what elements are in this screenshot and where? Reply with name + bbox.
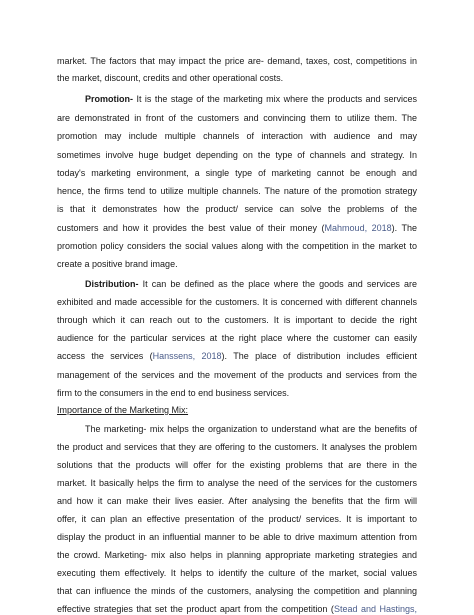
body-text-line: offer, it can plan an effective presentation of the product/ services. It is important to — [57, 514, 417, 524]
citation: Mahmoud, 2018 — [324, 223, 392, 233]
body-text-line: sometimes involve huge budget depending on the type of channels and strategy. In — [57, 150, 417, 160]
distribution-term: Distribution- — [85, 279, 139, 289]
body-text-line: management of the services and the movement of the products and services from the — [57, 370, 417, 380]
body-text-line — [57, 603, 417, 615]
body-text-line: market. It basically helps the firm to analyse the need of the services for the customers — [57, 478, 417, 488]
body-text-line: exhibited and made accessible for the customers. It is concerned with different channels — [57, 297, 417, 307]
body-text-line: today's marketing environment, a single type of marketing cannot be enough and — [57, 168, 417, 178]
body-text-line: the crowd. Marketing- mix also helps in planning appropriate marketing strategies and — [57, 550, 417, 560]
citation: Hanssens, 2018 — [152, 351, 222, 361]
body-text-line: The marketing- mix helps the organization to understand what are the benefits of — [85, 424, 417, 434]
body-text: effective strategies that set the product apart from the competition ( — [57, 604, 334, 614]
body-text-line: audience for the particular services at the right place where the customer can easily — [57, 333, 417, 343]
body-text: access the services ( — [57, 351, 153, 361]
body-text-line — [57, 222, 417, 234]
body-text-line: hence, the firms tend to utilize multiple channels. The nature of the promotion strategy — [57, 186, 417, 196]
body-text-line: market. The factors that may impact the price are- demand, taxes, cost, competitions in — [57, 56, 417, 66]
body-text-line: executing them effectively. It helps to identify the culture of the market, social values — [57, 568, 417, 578]
body-text-line: promotion policy considers the social values along with the competition in the market to — [57, 241, 417, 251]
section-heading — [57, 404, 417, 416]
body-text: ). The place of distribution includes efficient — [221, 351, 418, 361]
body-text-line: display the product in an influential manner to be able to drive maximum attention from — [57, 532, 417, 542]
body-text-line: promotion may include multiple channels of interaction with audience and may — [57, 131, 417, 141]
body-text: customers and how it provides the best value of their money ( — [57, 223, 325, 233]
citation: Stead and Hastings, — [333, 604, 417, 614]
body-text-line: solutions that the products will offer for the existing problems that are there in the — [57, 460, 417, 470]
promotion-text: It is the stage of the marketing mix where the products and services — [133, 94, 417, 104]
body-text-line: create a positive brand image. — [57, 259, 178, 269]
body-text-line: is that it demonstrates how the product/ service can solve the problems of the — [57, 204, 417, 214]
distribution-line — [85, 278, 417, 290]
body-text-line: and how it can make their lives easier. After analysing the benefits that the firm will — [57, 496, 417, 506]
body-text-line: the product and services that they are offering to the customers. It analyses the problem — [57, 442, 417, 452]
distribution-text: It can be defined as the place where the goods and services are — [138, 279, 417, 289]
promotion-line — [85, 93, 417, 105]
body-text-line: through which it can reach out to the customers. It is important to decide the right — [57, 315, 417, 325]
promotion-term: Promotion- — [85, 94, 133, 104]
body-text-line: that can influence the minds of the customers, analysing the competition and planning — [57, 586, 417, 596]
body-text-line — [57, 350, 417, 362]
body-text-line: are demonstrated in front of the customers and convincing them to utilize them. The — [57, 113, 417, 123]
body-text-line: the market, discount, credits and other operational costs. — [57, 73, 284, 83]
importance-heading: Importance of the Marketing Mix: — [57, 405, 189, 415]
body-text: ). The — [391, 223, 418, 233]
body-text-line: firm to the consumers in the end to end business services. — [57, 388, 290, 398]
